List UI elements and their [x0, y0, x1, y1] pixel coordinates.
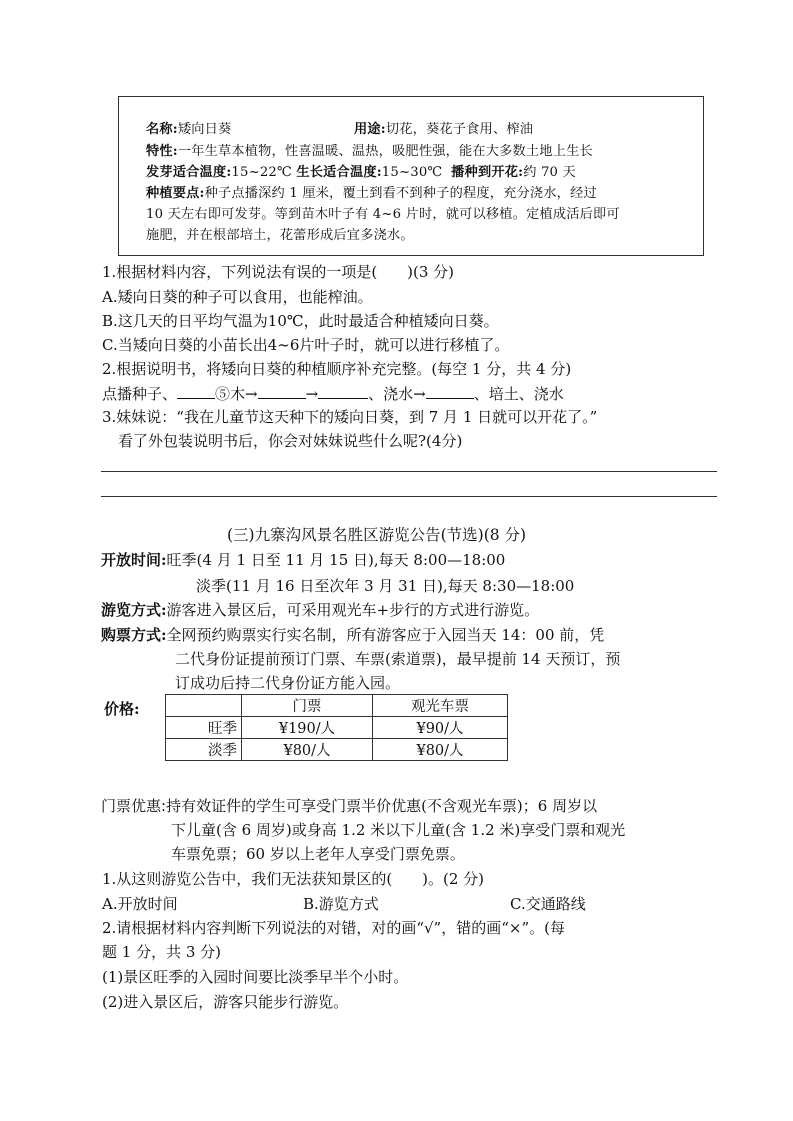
table-header-cell: 门票	[242, 695, 373, 717]
info-plant-line1	[146, 182, 597, 201]
germ-value: 15~22℃	[231, 165, 292, 180]
grow-label: 生长适合温度:	[296, 165, 382, 180]
table-cell: 旺季	[166, 717, 242, 739]
ticket-line-3: 订成功后持二代身份证方能入园。	[175, 674, 401, 692]
open-time-off: 淡季(11 月 16 日至次年 3 月 31 日),每天 8:30—18:00	[196, 577, 575, 595]
tour-value: 游客进入景区后，可采用观光车+步行的方式进行游览。	[166, 601, 540, 619]
plant-line1: 种子点播深约 1 厘米，覆土到看不到种子的程度，充分浇水，经过	[204, 186, 597, 201]
info-use-line	[354, 118, 533, 137]
name-value: 矮向日葵	[177, 122, 232, 137]
ticket-line-1	[101, 624, 604, 645]
germ-label: 发芽适合温度:	[146, 165, 232, 180]
blank-1[interactable]	[177, 382, 215, 399]
discount-line-1	[101, 795, 597, 816]
p3-question-2-line1: 2.请根据材料内容判断下列说法的对错，对的画“√”，错的画“×”。(每	[102, 919, 565, 937]
trait-value: 一年生草本植物，性喜温暖、温热，吸肥性强，能在大多数土地上生长	[177, 144, 593, 159]
use-value: 切花，葵花子食用、榨油	[385, 122, 534, 137]
p3-q1-option-c: C.交通路线	[510, 895, 586, 913]
p2-question-3-line2: 看了外包装说明书后，你会对妹妹说些什么呢?(4分)	[118, 432, 463, 450]
table-cell: ¥90/人	[373, 717, 508, 739]
seq-water: 、浇水→	[368, 385, 426, 403]
ticket-line1: 全网预约购票实行实名制，所有游客应于入园当天 14：00 前，凭	[166, 626, 605, 644]
use-label: 用途:	[354, 122, 386, 137]
p2-question-1: 1.根据材料内容，下列说法有误的一项是( )(3 分)	[102, 263, 455, 281]
ticket-label: 购票方式:	[101, 626, 167, 644]
info-name-line	[146, 118, 231, 137]
price-table	[165, 694, 508, 761]
table-row	[166, 717, 508, 739]
info-temp-line	[146, 161, 576, 180]
open-peak: 旺季(4 月 1 日至 11 月 15 日),每天 8:00—18:00	[166, 551, 506, 569]
answer-line-1[interactable]	[101, 471, 717, 472]
seq-mid1: ⑤木→	[215, 385, 258, 403]
p3-question-2-line2: 题 1 分，共 3 分)	[102, 943, 222, 961]
p2-question-3-line1: 3.妹妹说：“我在儿童节这天种下的矮向日葵，到 7 月 1 日就可以开花了。”	[102, 408, 598, 426]
p2-question-2: 2.根据说明书，将矮向日葵的种植顺序补充完整。(每空 1 分，共 4 分)	[102, 360, 572, 378]
table-header-cell: 观光车票	[373, 695, 508, 717]
table-cell: 淡季	[166, 739, 242, 761]
trait-label: 特性:	[146, 144, 178, 159]
table-header-row	[166, 695, 508, 717]
info-plant-line3: 施肥，并在根部培土，花蕾形成后宜多浇水。	[146, 228, 414, 243]
bloom-label: 播种到开花:	[451, 165, 524, 180]
bloom-value: 约 70 天	[523, 165, 576, 180]
p3-q2-statement-2: (2)进入景区后，游客只能步行游览。	[102, 993, 349, 1011]
seq-end: 、培土、浇水	[473, 385, 564, 403]
p2-q2-sequence	[102, 382, 564, 404]
price-label: 价格:	[104, 700, 140, 718]
discount-label: 门票优惠:	[101, 797, 167, 815]
p3-q2-statement-1: (1)景区旺季的入园时间要比淡季早半个小时。	[102, 968, 409, 986]
info-plant-line2: 10 天左右即可发芽。等到苗木叶子有 4~6 片时，就可以移植。定植成活后即可	[146, 207, 620, 222]
seq-arrow: →	[305, 385, 319, 403]
p2-q1-option-c: C.当矮向日葵的小苗长出4~6片叶子时，就可以进行移植了。	[102, 336, 510, 354]
open-label: 开放时间:	[101, 551, 167, 569]
table-cell: ¥80/人	[373, 739, 508, 761]
discount-line-2: 下儿童(含 6 周岁)或身高 1.2 米以下儿童(含 1.2 米)享受门票和观光	[171, 821, 626, 839]
discount-line1: 持有效证件的学生可享受门票半价优惠(不含观光车票)；6 周岁以	[166, 797, 598, 815]
plant-label: 种植要点:	[146, 186, 205, 201]
table-header-cell	[166, 695, 242, 717]
blank-2[interactable]	[258, 382, 306, 399]
table-cell: ¥80/人	[242, 739, 373, 761]
grow-value: 15~30℃	[381, 165, 443, 180]
blank-4[interactable]	[426, 382, 474, 399]
p3-q1-option-b: B.游览方式	[303, 895, 379, 913]
tour-line	[101, 599, 539, 620]
table-row	[166, 739, 508, 761]
seq-start: 点播种子、	[102, 385, 178, 403]
p3-question-1: 1.从这则游览公告中，我们无法获知景区的( )。(2 分)	[102, 870, 485, 888]
answer-line-2[interactable]	[101, 496, 717, 497]
ticket-line-2: 二代身份证提前预订门票、车票(索道票)，最早提前 14 天预订，预	[175, 650, 621, 668]
p2-q1-option-a: A.矮向日葵的种子可以食用，也能榨油。	[102, 288, 373, 306]
p3-q1-option-a: A.开放时间	[102, 895, 178, 913]
table-cell: ¥190/人	[242, 717, 373, 739]
name-label: 名称:	[146, 122, 178, 137]
blank-3[interactable]	[318, 382, 368, 399]
open-time-peak-line	[101, 549, 505, 570]
part3-title: (三)九寨沟风景名胜区游览公告(节选)(8 分)	[227, 526, 527, 544]
discount-line-3: 车票免票；60 岁以上老年人享受门票免票。	[171, 845, 465, 863]
info-trait-line	[146, 140, 593, 159]
p2-q1-option-b: B.这几天的日平均气温为10℃，此时最适合种植矮向日葵。	[102, 312, 499, 330]
tour-label: 游览方式:	[101, 601, 167, 619]
